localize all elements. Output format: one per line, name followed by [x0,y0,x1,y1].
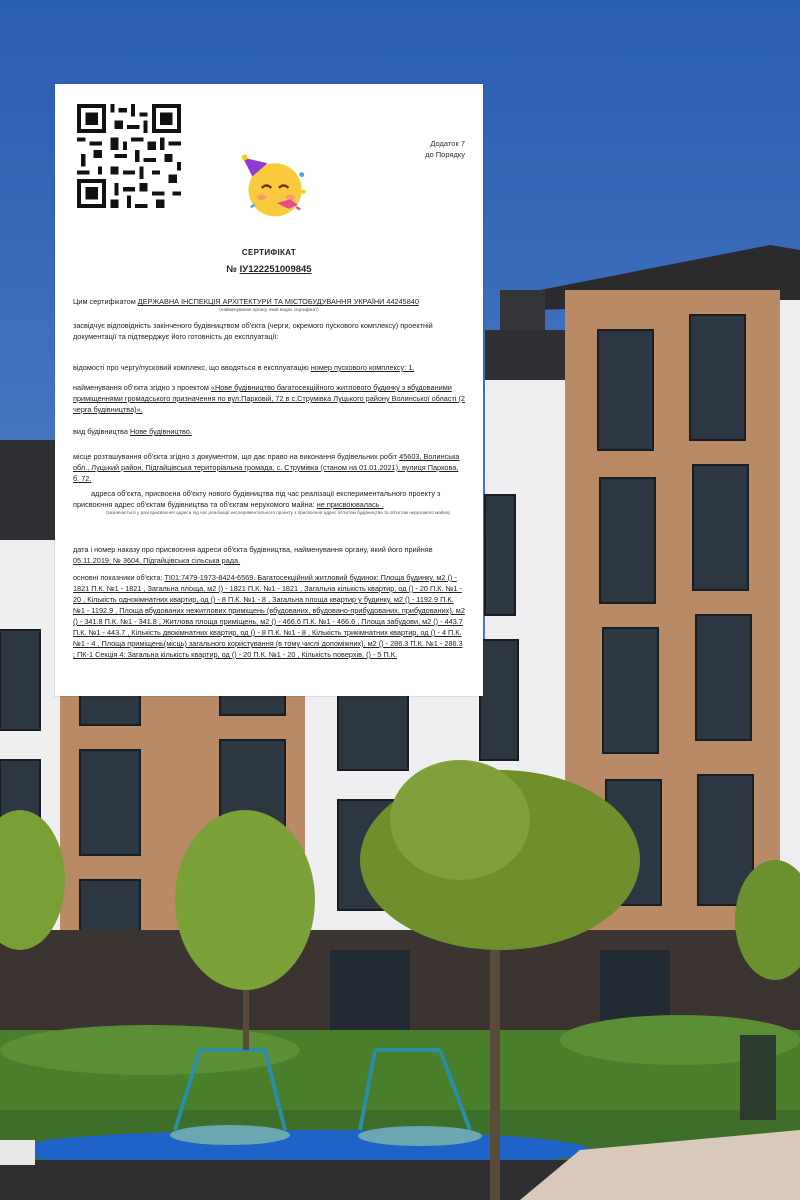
address-label: адреса об'єкта, присвоєна об'єкту нового будівництва під час реалізації експериментального проекту з присвоєння адрес об'єктам будівництва та об'єктам нерухомого майна: [73,489,441,509]
issuer-intro: Цим сертифікатом [73,297,138,306]
construction-label: вид будівництва [73,427,130,436]
number-value: ІУ122251009845 [239,264,312,275]
location-label: місце розташування об'єкта згідно з документом, що дає право на виконання будівельних робіт [73,452,400,461]
issuer-name: ДЕРЖАВНА ІНСПЕКЦІЯ АРХІТЕКТУРИ ТА МІСТОБУДУВАННЯ УКРАЇНИ 44245840 [137,297,419,306]
object-paragraph [73,382,465,415]
number-prefix: № [226,264,240,275]
construction-value: Нове будівництво. [129,427,192,436]
partying-face-icon [239,148,315,224]
order-label: дата і номер наказу про присвоєння адреси об'єкта будівництва, найменування органу, який його прийняв [73,545,433,554]
indicators-paragraph [73,572,465,660]
address-paragraph [73,488,465,516]
object-value: «Нове будівництво багатосекційного житлового будинку з вбудованими приміщеннями громадського призначення по вул.Парковій, 72 в с.Струмівка Луцького району Волинської області (2 черга будівництва)». [73,383,465,414]
issuer-paragraph [73,296,465,313]
queue-value: номер пускового комплексу: 1. [310,363,415,372]
order-value: 05.11.2019, № 3604, Підгайцівська сільська рада. [73,556,241,565]
certificate-number [55,264,483,275]
indicators-label: основні показники об'єкта: [73,573,165,582]
address-note: (зазначається у разі присвоєння адреси під час реалізації експериментального проекту з присвоєння адрес об'єктам будівництва та об'єктам нерухомого майна) [105,510,451,515]
location-paragraph [73,451,465,484]
location-value: 45603, Волинська обл., Луцький район, Підгайцівська територіальна громада, с. Струмівка (станом на 01.01.2021), вулиця Паркова, б. 72. [73,452,460,483]
qr-code-icon [77,104,181,208]
queue-label: відомості про чергу/пусковий комплекс, що вводяться в експлуатацію [73,363,311,372]
object-label: найменування об'єкта згідно з проектом [73,383,211,392]
addendum-reference [425,138,465,160]
indicators-value: ТІ01:7479-1973-8424-6569. Багатосекційний житловий будинок: Площа будинку, м2 () - 1821 П.К. №1 - 1821 , Загальна площа, м2 () - 1821 П.К. №1 - 1821 , Загальна кількість квартир, од () - 20 П.К. №1 - 20 , Кількість однокімнатних квартир, од () - 8 П.К. №1 - 8 , Загальна площа квартир у будинку, м2 () - 1192.9 П.К. №1 - 1192.9 , Площа вбудованих нежитлових приміщень (вбудованих, вбудовано-прибудованих, прибудованих), м2 () - 341.8 П.К. №1 - 341.8 , Житлова площа приміщень, м2 () - 466.6 П.К. №1 - 466.6 , Площа забудови, м2 () - 443.7 П.К. №1 - 443.7 , Кількість двокімнатних квартир, од () - 8 П.К. №1 - 8 , Кількість трикімнатних квартир, од () - 4 П.К. №1 - 4 , Площа приміщень(місць) загального користування (в тому числі допоміжних), м2 () - 286.3 П.К. №1 - 286.3 ; ПК-1 Секція 4: Загальна кількість квартир, од () - 20 П.К. №1 - 20 , Кількість поверхів, () - 5 П.К. [73,573,465,659]
construction-paragraph [73,426,465,437]
queue-paragraph [73,362,465,373]
certificate-document [55,84,483,696]
addendum-line-2: до Порядку [425,150,465,159]
addendum-line-1: Додаток 7 [430,139,465,148]
order-paragraph [73,544,465,566]
certifies-paragraph: засвідчує відповідність закінченого будівництвом об'єкта (черги, окремого пускового комплексу) проектній документації та підтверджує його готовність до експлуатації: [73,321,433,341]
certificate-title: СЕРТИФІКАТ [241,248,297,257]
address-value: не присвоювалась . [316,500,384,509]
issuer-note: (найменування органу, який видає сертифікат) [219,307,319,312]
